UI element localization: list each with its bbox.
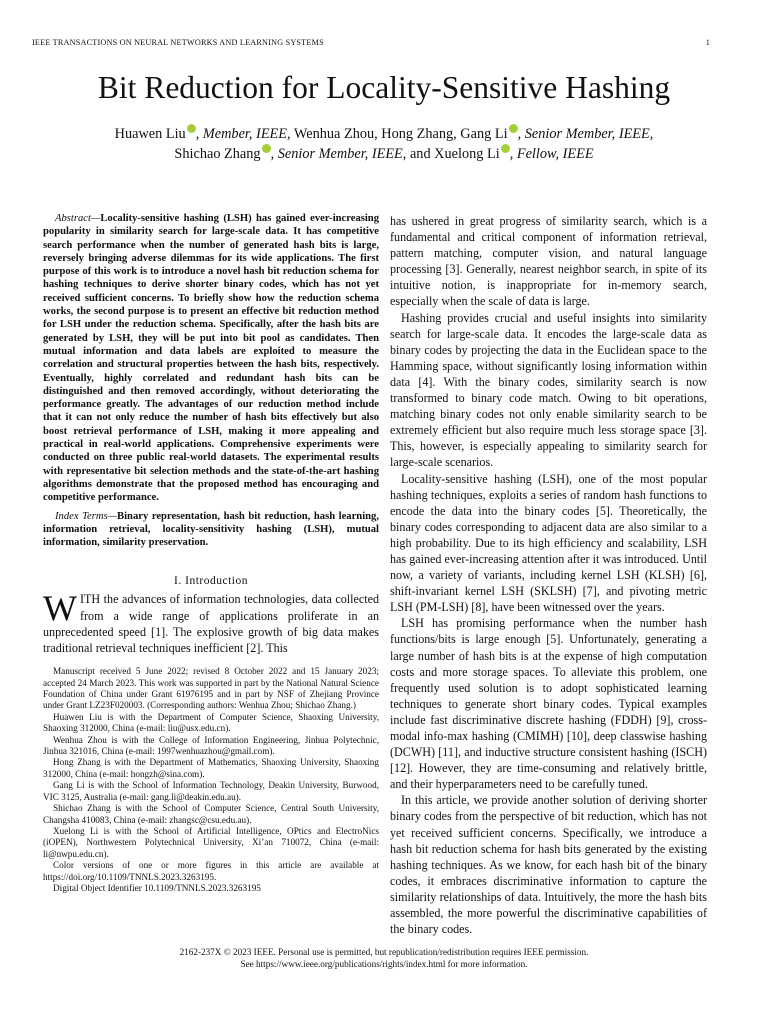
index-terms [43,510,379,550]
footnotes [43,666,379,894]
orcid-icon[interactable] [509,124,518,133]
footnote: Wenhua Zhou is with the College of Information Engineering, Jinhua Polytechnic, Jinhua 321016, China (e-mail: 1997wenhuazhou@gmail.com). [43,734,379,757]
author-role: , Member, IEEE [195,126,288,142]
footnote: Gang Li is with the School of Information Technology, Deakin University, Burwood, VIC 3125, Australia (e-mail: gang.li@deakin.edu.au). [43,780,379,802]
copyright-notice [0,946,768,970]
copyright-line: 2162-237X © 2023 IEEE. Personal use is permitted, but republication/redistribution requires IEEE permission. [179,947,589,957]
orcid-icon[interactable] [187,124,196,133]
footnote: Xuelong Li is with the School of Artificial Intelligence, OPtics and ElectroNics (iOPEN), Northwestern Polytechnical University, Xi’an 710072, China (e-mail: li@nwpu.edu.cn). [43,825,379,859]
copyright-line: See https://www.ieee.org/publications/rights/index.html for more information. [240,959,528,969]
drop-cap: W [43,588,77,629]
author-name: Huawen Liu [114,126,186,142]
body-paragraph: Hashing provides crucial and useful insights into similarity search for large-scale data. It encodes the large-scale data as binary codes by projecting the data in the Euclidean space to the Hamming space, without significantly losing information within data [4]. With the binary codes, similarity search is now transformed to binary code match. Owing to bit operations, matching binary codes not only enable similarity search to be extremely efficient but also require much less storage space [3]. This, however, is especially appealing to similarity search for large-scale scenarios. [390,310,707,470]
intro-paragraph [43,588,379,656]
author-name: Shichao Zhang [174,146,261,162]
section-heading: I. Introduction [174,575,248,588]
abstract [43,212,379,505]
intro-text: ITH the advances of information technologies, data collected from a wide range of applications proliferate in an unprecedented speed [1]. The explosive growth of big data makes traditional retrieval techniques inefficient [2]. This [43,592,379,656]
right-column [390,213,707,937]
left-column [43,212,379,894]
footnote: Huawen Liu is with the Department of Computer Science, Shaoxing University, Shaoxing 312000, China (e-mail: liu@usx.edu.cn). [43,711,379,734]
body-paragraph: has ushered in great progress of similarity search, which is a fundamental and critical component of information retrieval, pattern matching, computer vision, and natural language processing [3]. Generally, nearest neighbor search, in spite of its intuitive notion, is inappropriate for in-memory search, especially when the scale of data is large. [390,214,707,309]
author-role: , Fellow, IEEE [509,146,594,162]
running-header [32,38,710,47]
index-terms-label: Index Terms— [55,510,118,522]
body-paragraph: Locality-sensitive hashing (LSH), one of the most popular hashing techniques, exploits a series of random hash functions to encode the data into the binary codes [5]. Theoretically, the binary codes corresponding to adjacent data are also similar to a high probability. Due to its high efficiency and scalability, LSH has gained ever-increasing attention after it was introduced. Until now, a variety of variants, including kernel LSH (KLSH) [6], shift-invariant kernel LSH (SKLSH) [7], and pivoting metric LSH (PM-LSH) [8], have been witnessed over the years. [390,471,707,615]
abstract-text: Locality-sensitive hashing (LSH) has gained ever-increasing popularity in similarity search for large-scale data. It has competitive search performance when the number of generated hash bits is large, reversely bringing adverse dilemmas for its wide applications. The first purpose of this work is to introduce a novel hash bit reduction schema for hashing techniques to derive shorter binary codes, which has not yet received sufficient concerns. To briefly show how the reduction schema works, the second purpose is to present an effective bit reduction method for LSH under the reduction schema. Specifically, after the hash bits are generated by LSH, they will be put into bit pool as candidates. Then mutual information and data labels are exploited to measure the correlation and structural properties between the hash bits, respectively. Eventually, highly correlated and redundant hash bits can be distinguished and then removed accordingly, without deteriorating the performance greatly. The advantages of our reduction method include that it can not only reduce the number of hash bits effectively but also boost retrieval performance of LSH, making it more appealing and practical in real-world applications. Comprehensive experiments were conducted on three public real-world datasets. The experimental results with representative bit selection methods and the state-of-the-art hashing algorithms demonstrate that the proposed method has encouraging and competitive performance. [43,213,379,504]
author-role: , Senior Member, IEEE [270,146,403,162]
paper-title: Bit Reduction for Locality-Sensitive Hashing [97,70,671,105]
author-list [40,124,728,164]
footnote: Color versions of one or more figures in this article are available at https://doi.org/10.1109/TNNLS.2023.3263195. [43,860,379,882]
orcid-icon[interactable] [262,144,271,153]
abstract-label: Abstract— [55,213,101,224]
body-paragraph: In this article, we provide another solution of deriving shorter binary codes from the perspective of bit reduction, which has not yet received sufficient concerns. Specifically, we introduce a hash bit reduction schema for hash bits generated by the existing hashing techniques. As we know, for each hash bit of the binary codes, it embraces discriminative information to capture the similarity relationships of data. Intuitively, the more the hash bits assembled, the more powerful the discriminative capabilities of the binary codes. [390,793,707,937]
index-terms-text: Binary representation, hash bit reduction, hash learning, information retrieval, locality-sensitivity hashing (LSH), mutual information, similarity preservation. [43,510,379,549]
author-name: , Wenhua Zhou, Hong Zhang, Gang Li [287,126,508,142]
footnote: Manuscript received 5 June 2022; revised 8 October 2022 and 15 January 2023; accepted 24 March 2023. This work was supported in part by the National Natural Science Foundation of China under Grant 61976195 and in part by NSF of Zhejiang Province under Grant LZ23F020003. (Corresponding authors: Wenhua Zhou; Shichao Zhang.) [43,666,379,711]
footnote: Hong Zhang is with the Department of Mathematics, Shaoxing University, Shaoxing 312000, China (e-mail: hongzh@sina.com). [43,757,379,779]
journal-name: IEEE TRANSACTIONS ON NEURAL NETWORKS AND LEARNING SYSTEMS [32,38,324,47]
footnote: Shichao Zhang is with the School of Computer Science, Central South University, Changsha 410083, China (e-mail: zhangsc@csu.edu.au). [43,803,379,825]
orcid-icon[interactable] [501,144,510,153]
body-paragraph: LSH has promising performance when the number hash functions/bits is large enough [5]. Unfortunately, generating a large number of hash bits is at the expense of high computation costs and more storage spaces. To alleviate this problem, one frequently used solution is to adopt sophisticated learning techniques to generate short binary codes. Typical examples include fast discriminative discrete hashing (FDDH) [9], cross-modal info-max hashing (CMIMH) [10], deep classwise hashing (DCWH) [11], and inductive structure consistent hashing (ISCH) [12]. However, they are time-consuming and relatively brittle, and their hyperparameters need to be carefully tuned. [390,616,707,792]
author-name: , and Xuelong Li [402,146,500,162]
page-number: 1 [705,38,710,47]
footnote: Digital Object Identifier 10.1109/TNNLS.2023.3263195 [53,882,261,893]
author-role: , Senior Member, IEEE, [517,126,654,142]
